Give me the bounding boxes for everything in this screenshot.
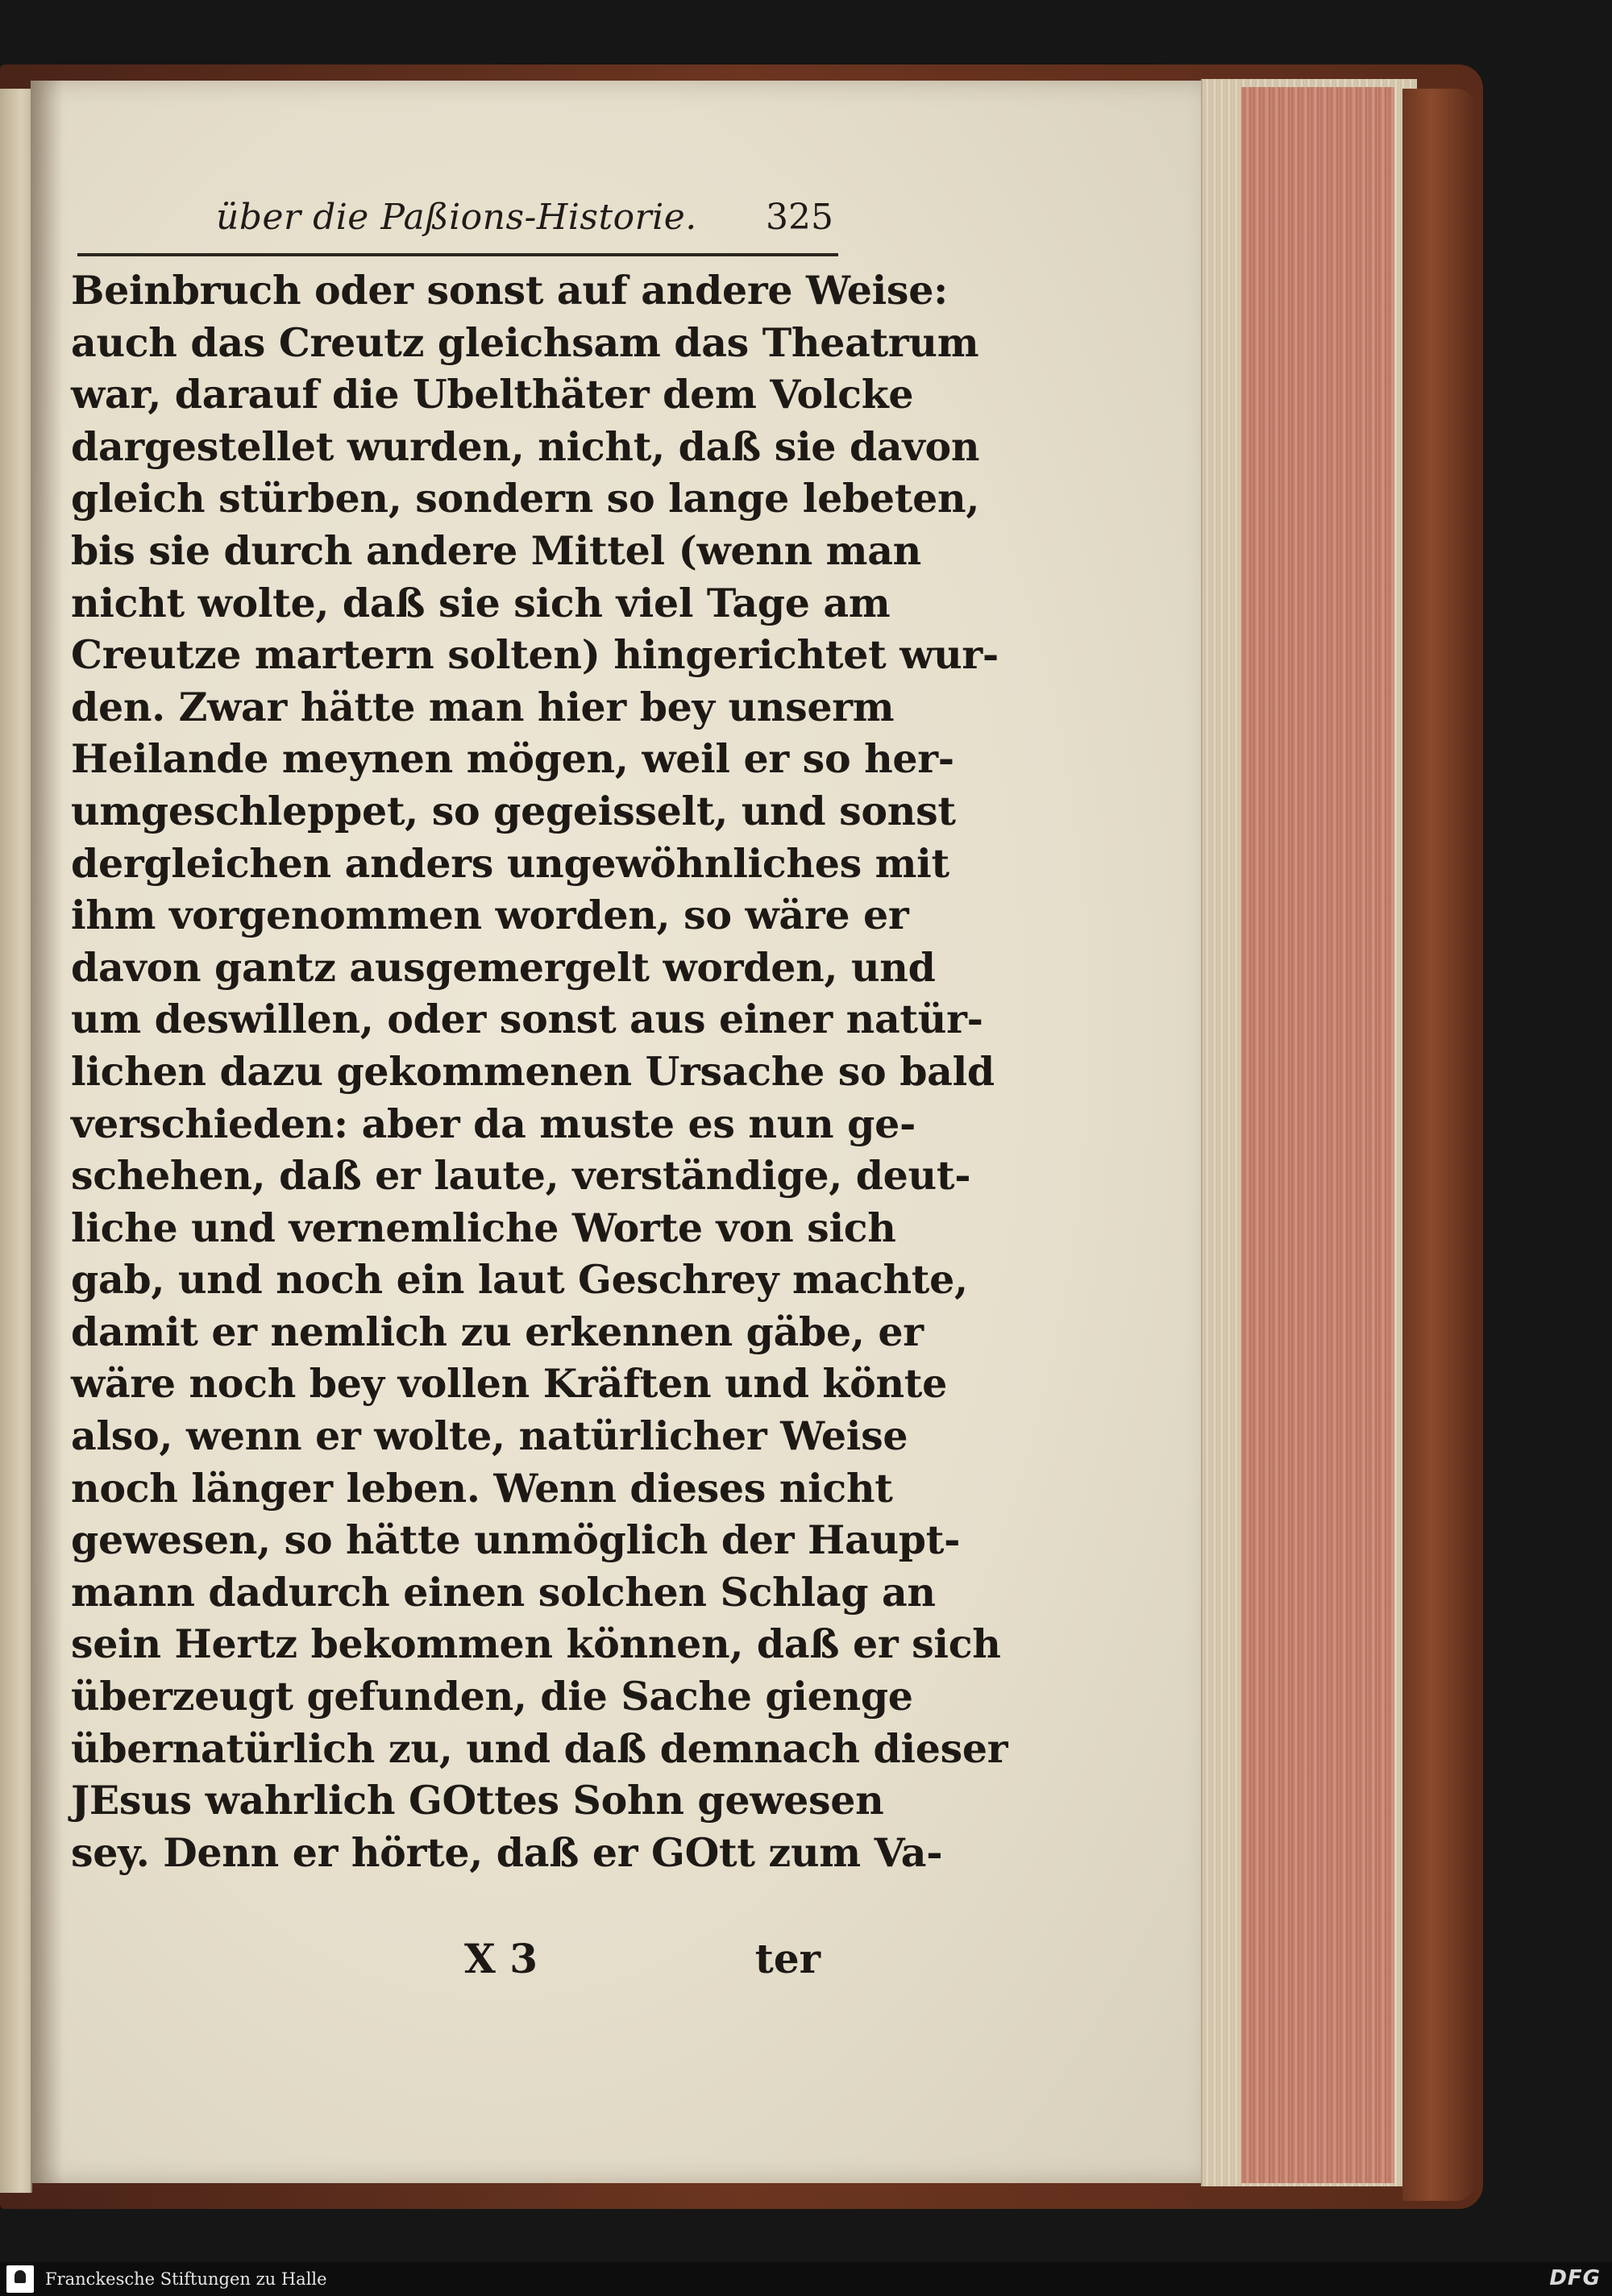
text-line: übernatürlich zu, und daß demnach dieser xyxy=(71,1724,1008,1772)
text-line: sey. Denn er hörte, daß er GOtt zum Va- xyxy=(71,1828,943,1876)
text-line: gewesen, so hätte unmöglich der Haupt- xyxy=(71,1516,961,1564)
page-footer xyxy=(77,1935,838,1983)
text-line: nicht wolte, daß sie sich viel Tage am xyxy=(71,579,891,626)
page-header xyxy=(77,193,838,256)
body-text xyxy=(71,264,1008,1878)
page-number: 325 xyxy=(766,197,833,238)
text-line: auch das Creutz gleichsam das Theatrum xyxy=(71,318,979,366)
text-line: lichen dazu gekommenen Ursache so bald xyxy=(71,1047,995,1095)
text-line: davon gantz ausgemergelt worden, und xyxy=(71,943,936,991)
text-line: ihm vorgenommen worden, so wäre er xyxy=(71,892,909,939)
running-title: über die Paßions-Historie. xyxy=(216,197,697,238)
text-line: Heilande meynen mögen, weil er so her- xyxy=(71,735,954,783)
text-line: gleich stürben, sondern so lange lebeten, xyxy=(71,475,980,522)
institution-bar xyxy=(0,2262,1612,2296)
text-line: umgeschleppet, so gegeisselt, und sonst xyxy=(71,787,956,834)
signature-mark: X 3 xyxy=(464,1935,538,1982)
text-line: dargestellet wurden, nicht, daß sie davon xyxy=(71,422,980,470)
book-spine-edge xyxy=(1402,89,1475,2201)
text-line: schehen, daß er laute, verständige, deut- xyxy=(71,1152,971,1200)
text-line: um deswillen, oder sonst aus einer natür- xyxy=(71,996,983,1043)
text-line: dergleichen anders ungewöhnliches mit xyxy=(71,839,949,887)
text-line: liche und vernemliche Worte von sich xyxy=(71,1204,896,1251)
text-line: damit er nemlich zu erkennen gäbe, er xyxy=(71,1308,924,1355)
logo-mark xyxy=(15,2270,26,2283)
text-line: überzeugt gefunden, die Sache gienge xyxy=(71,1673,913,1720)
institution-name: Franckesche Stiftungen zu Halle xyxy=(45,2269,327,2289)
red-page-edge xyxy=(1241,87,1394,2183)
text-line: mann dadurch einen solchen Schlag an xyxy=(71,1568,936,1616)
text-line: bis sie durch andere Mittel (wenn man xyxy=(71,526,921,574)
institution-logo-icon xyxy=(6,2265,34,2293)
text-line: war, darauf die Ubelthäter dem Volcke xyxy=(71,371,914,418)
text-line: JEsus wahrlich GOttes Sohn gewesen xyxy=(71,1777,884,1824)
text-line: noch länger leben. Wenn dieses nicht xyxy=(71,1464,893,1512)
catchword: ter xyxy=(754,1935,821,1982)
text-line: wäre noch bey vollen Kräften und könte xyxy=(71,1360,947,1408)
text-line: Beinbruch oder sonst auf andere Weise: xyxy=(71,267,948,314)
previous-page-edge xyxy=(0,89,32,2193)
text-line: also, wenn er wolte, natürlicher Weise xyxy=(71,1412,908,1460)
text-line: den. Zwar hätte man hier bey unserm xyxy=(71,683,895,730)
text-line: Creutze martern solten) hingerichtet wur- xyxy=(71,631,999,679)
text-line: gab, und noch ein laut Geschrey machte, xyxy=(71,1256,968,1304)
text-line: verschieden: aber da muste es nun ge- xyxy=(71,1100,916,1147)
gutter-shadow xyxy=(31,81,63,2183)
text-line: sein Hertz bekommen können, daß er sich xyxy=(71,1620,1001,1668)
dfg-logo: DFG xyxy=(1549,2266,1601,2290)
